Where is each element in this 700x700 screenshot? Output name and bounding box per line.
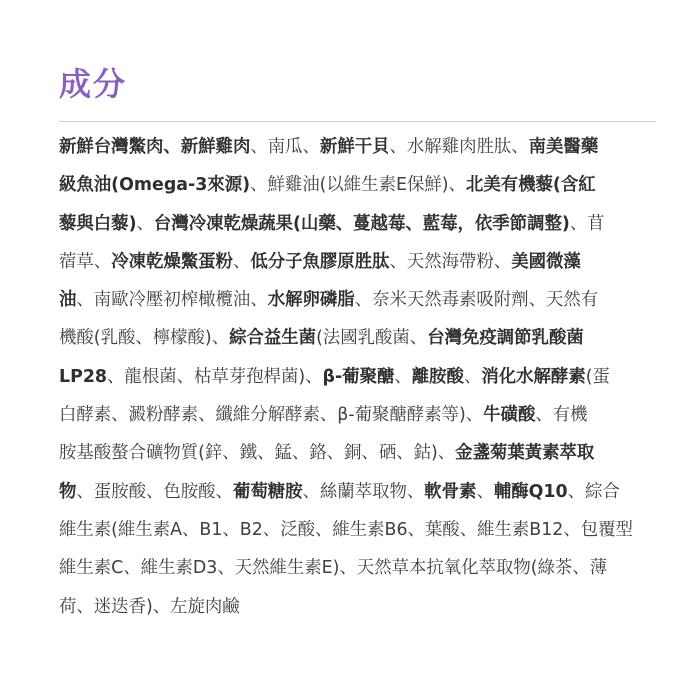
ingredient-text: 、南歐冷壓初榨橄欖油、 <box>76 290 268 311</box>
ingredient-text: 、 <box>232 251 251 272</box>
ingredient-text: (法國乳酸菌、 <box>316 328 428 349</box>
ingredient-text: 蓿草、 <box>59 251 112 272</box>
ingredient-highlight: 輔酶Q10 <box>493 481 568 502</box>
ingredient-highlight: 台灣免疫調節乳酸菌 <box>427 328 584 349</box>
ingredient-line <box>59 166 643 204</box>
ingredient-line <box>59 205 643 243</box>
ingredient-text: 、龍根菌、枯草芽孢桿菌)、 <box>107 366 323 387</box>
ingredient-text: (蛋 <box>585 366 610 387</box>
ingredient-highlight: 冷凍乾燥鱉蛋粉 <box>111 251 233 272</box>
ingredient-text: 、有機 <box>535 405 588 426</box>
ingredient-highlight: 藜與白藜) <box>59 213 137 234</box>
ingredient-text: 、南瓜、 <box>250 137 320 157</box>
ingredient-highlight: 葡萄糖胺 <box>232 481 303 502</box>
ingredient-text: 、奈米天然毒素吸附劑、天然有 <box>354 290 599 311</box>
ingredient-text: 維生素(維生素A、B1、B2、泛酸、維生素B6、葉酸、維生素B12、包覆型 <box>59 519 633 540</box>
ingredient-line <box>59 319 643 357</box>
ingredient-highlight: 水解卵磷脂 <box>267 290 355 311</box>
ingredient-text: 、 <box>394 366 412 387</box>
ingredient-text: 、蛋胺酸、色胺酸、 <box>76 481 233 502</box>
ingredient-text: 荷、迷迭香)、左旋肉鹼 <box>59 596 240 617</box>
ingredient-text: 白酵素、澱粉酵素、纖維分解酵素、β-葡聚醣酵素等)、 <box>59 405 484 426</box>
ingredient-text: 、 <box>463 366 482 387</box>
ingredient-text: 、 <box>136 213 154 234</box>
ingredient-highlight: LP28 <box>59 366 108 387</box>
ingredient-highlight: 新鮮台灣鱉肉 <box>59 137 164 157</box>
ingredient-highlight: 消化水解酵素 <box>481 366 586 387</box>
ingredient-text: 胺基酸螯合礦物質(鋅、鐵、錳、鉻、銅、硒、鈷)、 <box>59 443 456 464</box>
ingredient-text: 、苜 <box>569 213 605 234</box>
ingredient-text: 、絲蘭萃取物、 <box>302 481 425 502</box>
ingredient-highlight: 新鮮干貝 <box>319 137 390 157</box>
ingredient-highlight: 軟骨素 <box>424 481 477 502</box>
ingredient-line <box>59 588 643 626</box>
ingredient-line <box>59 434 643 472</box>
ingredient-highlight: 新鮮雞肉 <box>180 137 251 157</box>
ingredient-line <box>59 281 643 319</box>
ingredient-highlight: 油 <box>59 290 77 311</box>
ingredient-text: 、天然海帶粉、 <box>389 251 512 272</box>
ingredient-highlight: 台灣冷凍乾燥蔬果(山藥、蔓越莓、藍莓，依季節調整) <box>153 213 570 234</box>
ingredient-highlight: 離胺酸 <box>411 366 464 387</box>
title-divider <box>59 121 656 122</box>
ingredient-highlight: 南美醫藥 <box>528 137 599 157</box>
ingredient-line <box>59 549 643 587</box>
ingredient-line <box>59 358 643 396</box>
ingredient-highlight: 金盞菊葉黃素萃取 <box>455 443 595 464</box>
ingredient-list <box>59 128 643 626</box>
ingredient-highlight: 北美有機藜(含紅 <box>465 175 596 196</box>
section-title: 成分 <box>59 65 128 103</box>
ingredient-highlight: 級魚油(Omega-3來源) <box>59 175 251 196</box>
ingredient-text: 、 <box>476 481 494 502</box>
ingredient-line <box>59 128 643 166</box>
ingredient-highlight: β-葡聚醣 <box>322 366 395 387</box>
ingredient-line <box>59 243 643 281</box>
ingredient-highlight: 牛磺酸 <box>483 405 536 426</box>
ingredient-line <box>59 511 643 549</box>
ingredient-text: 機酸(乳酸、檸檬酸)、 <box>59 328 230 349</box>
ingredient-text: 、鮮雞油(以維生素E保鮮)、 <box>250 175 466 196</box>
ingredient-highlight: 低分子魚膠原胜肽 <box>250 251 390 272</box>
ingredient-line <box>59 473 643 511</box>
ingredient-line <box>59 396 643 434</box>
ingredient-highlight: 美國微藻 <box>511 251 581 272</box>
ingredient-highlight: 、 <box>163 137 181 157</box>
ingredient-text: 、綜合 <box>567 481 620 502</box>
ingredient-highlight: 物 <box>59 481 77 502</box>
ingredient-text: 、水解雞肉胜肽、 <box>389 137 529 157</box>
ingredient-highlight: 綜合益生菌 <box>229 328 317 349</box>
ingredient-text: 維生素C、維生素D3、天然維生素E)、天然草本抗氧化萃取物(綠茶、薄 <box>59 558 608 579</box>
